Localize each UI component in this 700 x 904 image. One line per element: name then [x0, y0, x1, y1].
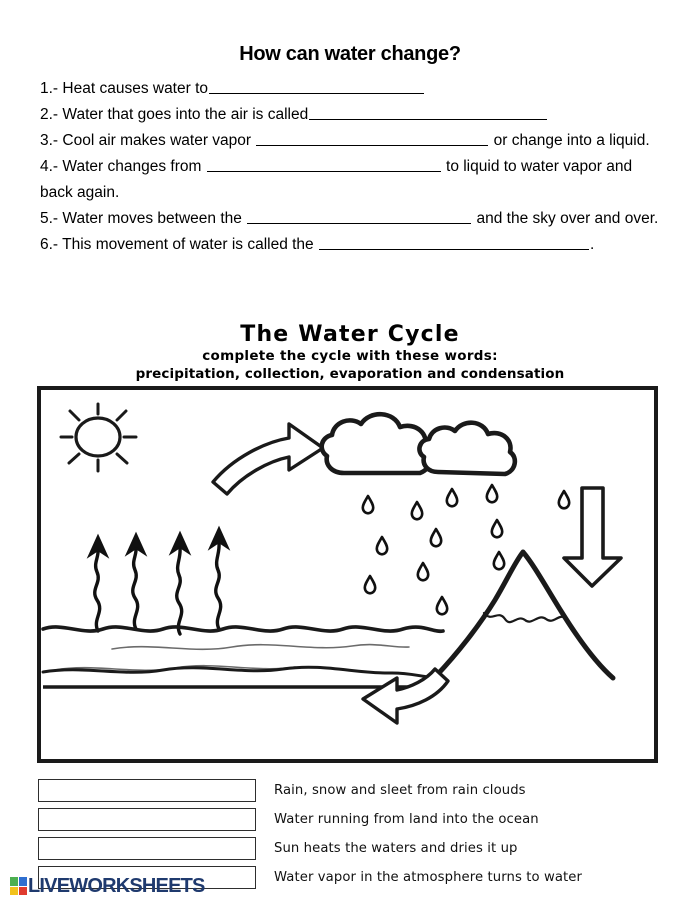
answer-box-1[interactable]: [38, 779, 256, 802]
answer-box-2[interactable]: [38, 808, 256, 831]
questions-list: [40, 76, 660, 258]
logo-square-yellow: [10, 887, 18, 896]
question-6-text-before: This movement of water is called the: [62, 236, 318, 253]
logo-square-blue: [19, 877, 27, 886]
question-2-blank[interactable]: [309, 106, 547, 120]
question-5-number: 5.-: [40, 210, 59, 227]
logo-square-red: [19, 887, 27, 896]
match-row: [38, 779, 668, 802]
match-label-2: Water running from land into the ocean: [274, 812, 539, 827]
question-5: [40, 206, 660, 232]
question-3-text-before: Cool air makes water vapor: [62, 132, 256, 149]
match-label-3: Sun heats the waters and dries it up: [274, 841, 518, 856]
logo-square-green: [10, 877, 18, 886]
question-2: [40, 102, 660, 128]
question-6-text-after: .: [589, 236, 595, 253]
question-2-number: 2.-: [40, 106, 59, 123]
question-4-blank[interactable]: [207, 158, 441, 172]
question-6-number: 6.-: [40, 236, 59, 253]
brand-name: LIVEWORKSHEETS: [28, 875, 205, 897]
question-3: [40, 128, 660, 154]
water-cycle-diagram: [37, 386, 658, 763]
answer-box-3[interactable]: [38, 837, 256, 860]
question-5-text-after: and the sky over and over.: [472, 210, 659, 227]
match-row: [38, 837, 668, 860]
question-6-blank[interactable]: [319, 236, 589, 250]
question-1: [40, 76, 660, 102]
grid-squares-icon: [10, 877, 27, 895]
question-4: [40, 154, 660, 206]
question-4-text-before: Water changes from: [62, 158, 206, 175]
diagram-title: The Water Cycle: [240, 322, 460, 347]
question-1-text-before: Heat causes water to: [62, 80, 209, 97]
question-2-text-before: Water that goes into the air is called: [62, 106, 309, 123]
page-title: How can water change?: [239, 43, 461, 65]
question-5-text-before: Water moves between the: [62, 210, 247, 227]
question-5-blank[interactable]: [247, 210, 471, 224]
question-6: [40, 232, 660, 258]
question-1-number: 1.-: [40, 80, 59, 97]
liveworksheets-logo[interactable]: [10, 874, 205, 898]
diagram-subtitle-1: complete the cycle with these words:: [202, 348, 498, 364]
question-4-number: 4.-: [40, 158, 59, 175]
question-4-text-after: to liquid to water vapor and back again.: [40, 158, 633, 201]
match-label-1: Rain, snow and sleet from rain clouds: [274, 783, 526, 798]
question-1-blank[interactable]: [209, 80, 424, 94]
diagram-subtitle-2: precipitation, collection, evaporation and condensation: [135, 366, 565, 382]
question-3-blank[interactable]: [256, 132, 488, 146]
match-label-4: Water vapor in the atmosphere turns to water: [274, 870, 583, 885]
match-row: [38, 808, 668, 831]
question-3-text-after: or change into a liquid.: [489, 132, 650, 149]
question-3-number: 3.-: [40, 132, 59, 149]
diagram-heading-block: [0, 322, 700, 383]
